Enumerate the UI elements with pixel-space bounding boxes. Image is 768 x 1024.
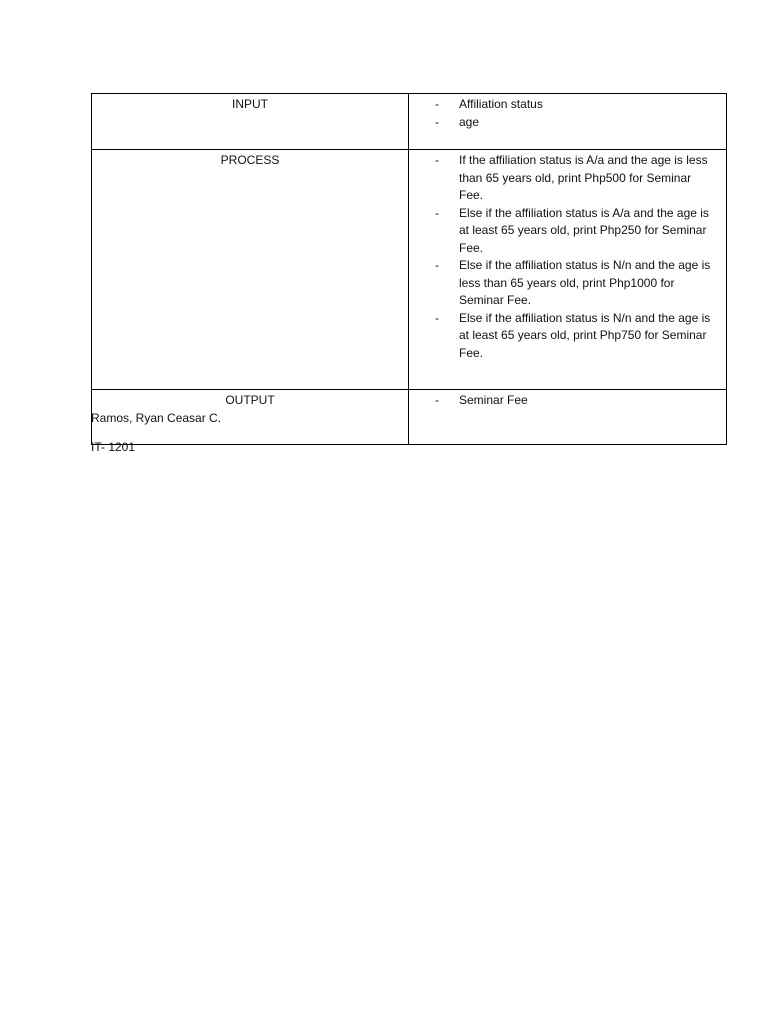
list-item: [435, 392, 718, 410]
list-item-text: If the affiliation status is A/a and the age is less than 65 years old, print Php500 for Seminar Fee.: [459, 153, 708, 202]
row-content-process: [409, 150, 727, 390]
bullet-dash: -: [435, 205, 439, 220]
bullet-dash: -: [435, 153, 439, 167]
table-row-process: [92, 150, 727, 390]
list-item-text: Else if the affiliation status is N/n and the age is less than 65 years old, print Php1000 for Seminar Fee.: [459, 258, 711, 307]
list-item-text: Else if the affiliation status is N/n and the age is at least 65 years old, print Php750 for Seminar Fee.: [459, 310, 711, 360]
list-item-text: Affiliation status: [459, 97, 543, 111]
list-item-text: Else if the affiliation status is A/a and the age is at least 65 years old, print Php250 for Seminar Fee.: [459, 205, 709, 255]
list-item-text: age: [459, 114, 480, 129]
row-content-output: [409, 390, 727, 445]
list-item: [435, 114, 718, 132]
list-item: [435, 205, 718, 258]
row-label-input: INPUT: [92, 94, 409, 150]
bullet-dash: -: [435, 97, 439, 111]
bullet-dash: -: [435, 393, 439, 407]
process-list: [435, 152, 718, 362]
bullet-dash: -: [435, 310, 439, 325]
author-name: Ramos, Ryan Ceasar C.: [91, 411, 222, 425]
bullet-dash: -: [435, 258, 439, 272]
list-item: [435, 96, 718, 114]
list-item: [435, 257, 718, 310]
bullet-dash: -: [435, 114, 439, 129]
section-code: IT- 1201: [91, 440, 136, 454]
row-content-input: [409, 94, 727, 150]
row-label-output: OUTPUT: [92, 390, 409, 445]
list-item: [435, 310, 718, 363]
ipo-table: [91, 93, 727, 445]
row-label-process: PROCESS: [92, 150, 409, 390]
list-item: [435, 152, 718, 205]
input-list: [435, 96, 718, 131]
table-row-input: [92, 94, 727, 150]
list-item-text: Seminar Fee: [459, 393, 528, 407]
output-list: [435, 392, 718, 410]
